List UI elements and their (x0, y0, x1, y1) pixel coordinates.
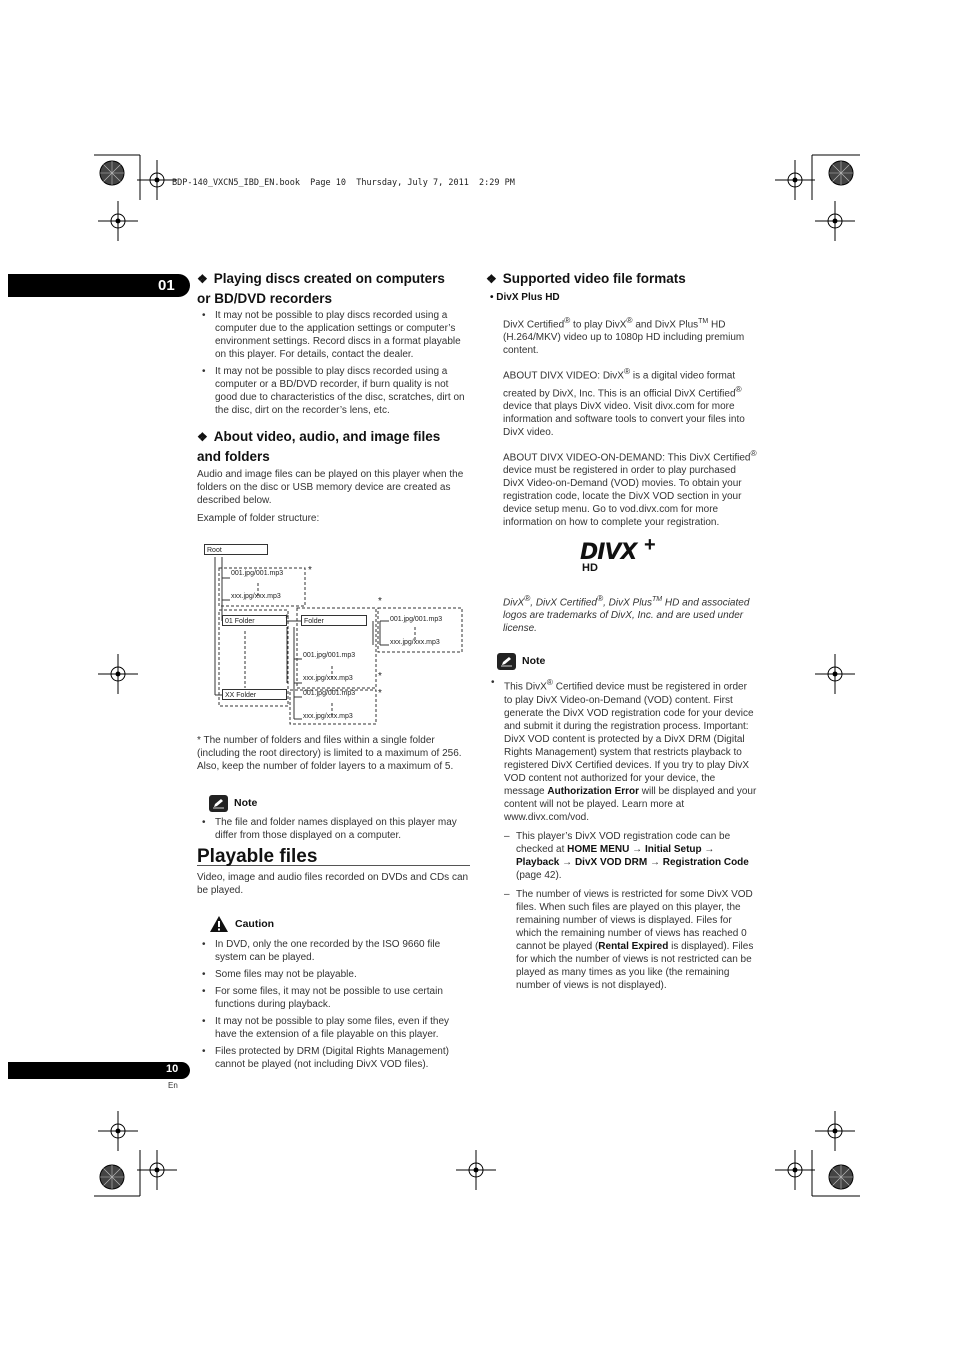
warning-icon (209, 915, 229, 933)
section-heading-about-files: ❖ About video, audio, and image files and folders (197, 429, 441, 464)
left-column-lower (197, 734, 470, 1075)
file-label: 001.jpg/001.mp3 (390, 616, 443, 623)
note-heading: Note (209, 795, 470, 812)
trademark-notice: DivX®, DivX Certified®, DivX Plus™ HD and associated logos are trademarks of DivX, Inc. and are used under license. (503, 593, 750, 635)
file-label: 001.jpg/001.mp3 (231, 570, 284, 577)
file-label: 001.jpg/001.mp3 (303, 690, 356, 697)
asterisk-mark: * (378, 596, 382, 607)
pencil-icon (497, 653, 516, 670)
list-item: • Files protected by DRM (Digital Rights Management) cannot be played (not including DivX VOD files). (197, 1045, 470, 1071)
paragraph: Example of folder structure: (197, 513, 320, 524)
paragraph: DivX Certified® to play DivX® and DivX Plus™ HD (H.264/MKV) video up to 1080p HD including premium content. (503, 315, 745, 357)
bullet-list (197, 309, 470, 417)
file-label: xxx.jpg/xxx.mp3 (303, 713, 353, 720)
asterisk-mark: * (378, 688, 382, 699)
bullet-list (197, 816, 470, 842)
diamond-icon: ❖ (197, 272, 208, 286)
page-number: 10 (166, 1063, 179, 1075)
paragraph: Video, image and audio files recorded on DVDs and CDs can be played. (197, 872, 469, 896)
paragraph: ABOUT DIVX VIDEO-ON-DEMAND: This DivX Certified® device must be registered in order to play purchased DivX Video-on-Demand (VOD) movies. To obtain your registration code, locate the DivX VOD section in your device setup menu. Go to vod.divx.com for more information on how to complete your registration. (503, 447, 757, 529)
section-heading-playing-discs: ❖ Playing discs created on computers or BD/DVD recorders (197, 271, 445, 306)
folder-box-root: Root (204, 544, 268, 555)
print-header-line: BDP-140_VXCN5_IBD_EN.book Page 10 Thursday, July 7, 2011 2:29 PM (172, 178, 515, 188)
file-label: 001.jpg/001.mp3 (303, 652, 356, 659)
page-title-playable-files: Playable files (197, 850, 470, 866)
asterisk-mark: * (285, 613, 289, 624)
list-item: • It may not be possible to play some files, even if they have the extension of a file playable on this player. (197, 1015, 470, 1041)
folder-box-folder: Folder (301, 615, 367, 626)
list-item: • It may not be possible to play discs recorded using a computer due to the application settings or computer’s environment settings. Record discs in a format playable on this player. For details, contact the dealer. (197, 309, 470, 361)
list-item: • Some files may not be playable. (197, 968, 470, 981)
asterisk-mark: * (308, 565, 312, 576)
footnote: * The number of folders and files within a single folder (including the root directory) is limited to a maximum of 256. Also, keep the number of folder layers to a maximum of 5. (197, 735, 462, 772)
section-heading-video-formats: ❖ Supported video file formats (486, 271, 686, 286)
pencil-icon (209, 795, 228, 812)
caution-heading: Caution (209, 915, 470, 933)
diamond-icon: ❖ (486, 272, 497, 286)
asterisk-mark: * (378, 671, 382, 682)
note-heading: Note (497, 653, 757, 670)
bullet-list (486, 676, 757, 991)
file-label: xxx.jpg/xxx.mp3 (303, 675, 353, 682)
paragraph: ABOUT DIVX VIDEO: DivX® is a digital video format created by DivX, Inc. This is an official DivX Certified® device that plays DivX video. Visit divx.com for more information and software tools to convert your files into DivX video. (503, 366, 745, 438)
right-column-lower (486, 592, 757, 998)
list-item: • For some files, it may not be possible to use certain functions during playback. (197, 985, 470, 1011)
page-language: En (168, 1081, 178, 1090)
file-label: xxx.jpg/xxx.mp3 (390, 639, 440, 646)
chapter-number: 01 (158, 277, 175, 294)
list-item: • It may not be possible to play discs recorded using a computer or a BD/DVD recorder, if burn quality is not good due to characteristics of the disc, scratches, dirt on the disc, dirt on the recorder’s lens, etc. (197, 365, 470, 417)
divx-plus-hd-logo: DIVX + HD (580, 534, 656, 574)
dash-list (504, 830, 757, 992)
list-item: • In DVD, only the one recorded by the ISO 9660 file system can be played. (197, 938, 470, 964)
page-tab (8, 1062, 190, 1079)
diamond-icon: ❖ (197, 430, 208, 444)
left-column (197, 269, 470, 533)
file-label: xxx.jpg/xxx.mp3 (231, 593, 281, 600)
paragraph: Audio and image files can be played on this player when the folders on the disc or USB memory device are created as described below. (197, 469, 464, 506)
right-column (486, 269, 757, 537)
subheading-divx-plus-hd: • DivX Plus HD (490, 292, 560, 303)
list-item: • This DivX® Certified device must be registered in order to play DivX Video-on-Demand (VOD) content. First generate the DivX VOD registration code for your device and submit it during the registration process. Important: DivX VOD content is protected by a DivX DRM (Digital Rights Management) system that restricts playback to registered DivX Certified devices. If you try to play DivX VOD content not authorized for your device, the message Authorization Error will be displayed and your content will not be played. Learn more at www.divx.com/vod. – This player’s DivX VOD registration code can be checked at HOME MENU → Initial Setup → Playback → DivX VOD DRM → Registration Code (page 42). – The number of views is restricted for some DivX VOD files. When such files are played on this player, the remaining number of views is displayed. Files for which the remaining number of views has reached 0 cannot be played (Rental Expired is displayed). Files for which the number of views is not restricted can be played as many times as you like (the remaining number of views is not displayed). (486, 676, 757, 991)
list-item: – This player’s DivX VOD registration code can be checked at HOME MENU → Initial Setup → Playback → DivX VOD DRM → Registration Code (page 42). (504, 830, 757, 882)
bullet-list (197, 938, 470, 1071)
folder-box-01: 01 Folder (222, 615, 287, 626)
list-item: • The file and folder names displayed on this player may differ from those displayed on a computer. (197, 816, 470, 842)
list-item: – The number of views is restricted for some DivX VOD files. When such files are played on this player, the remaining number of views is displayed. Files for which the remaining number of views has reached 0 cannot be played (Rental Expired is displayed). Files for which the number of views is not restricted can be played as many times as you like (the remaining number of views is not displayed). (504, 888, 757, 992)
folder-box-xx: XX Folder (222, 689, 287, 700)
